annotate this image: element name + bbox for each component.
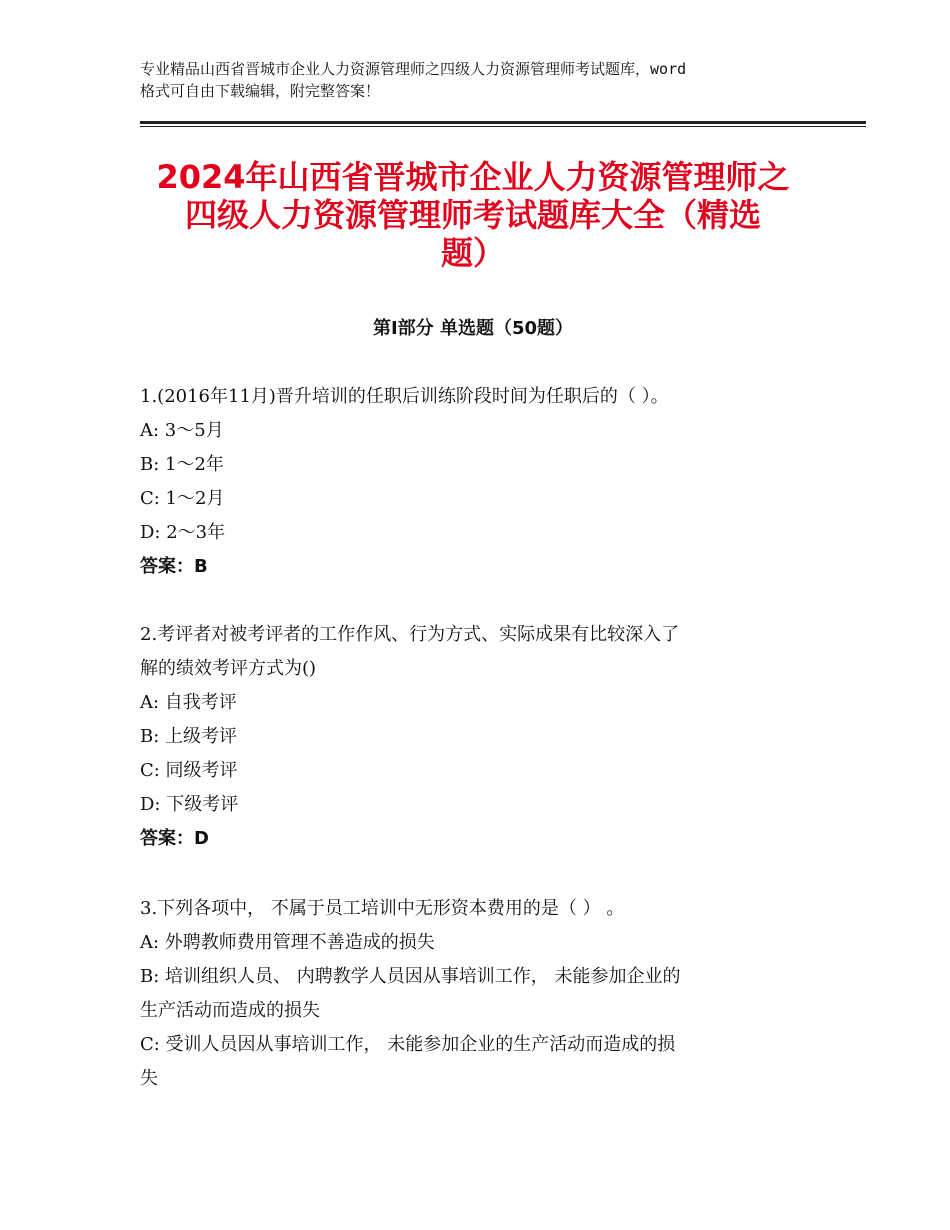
document-title-line-2: 四级人力资源管理师考试题库大全（精选 [184, 196, 761, 234]
section-heading: 第Ⅰ部分 单选题（50题） [372, 318, 573, 339]
question-3-option-a: A: 外聘教师费用管理不善造成的损失 [140, 932, 435, 953]
question-1-option-b: B: 1～2年 [140, 454, 224, 475]
question-1-option-d: D: 2～3年 [140, 522, 226, 543]
question-3 [140, 892, 820, 1096]
question-3-option-c-line-2: 失 [140, 1068, 158, 1089]
header-note [140, 58, 830, 102]
question-1-stem: 1.(2016年11月)晋升培训的任职后训练阶段时间为任职后的（ ）。 [140, 386, 669, 407]
document-title [140, 158, 806, 272]
header-rule-thick [140, 121, 866, 124]
question-2-option-a: A: 自我考评 [140, 692, 237, 713]
question-2-option-b: B: 上级考评 [140, 726, 238, 747]
question-2 [140, 618, 820, 856]
header-note-line-1: 专业精品山西省晋城市企业人力资源管理师之四级人力资源管理师考试题库，word [140, 60, 687, 78]
question-3-option-c-line-1: C: 受训人员因从事培训工作， 未能参加企业的生产活动而造成的损 [140, 1034, 676, 1055]
header-note-line-2: 格式可自由下载编辑，附完整答案！ [140, 82, 381, 100]
document-title-line-1: 2024年山西省晋城市企业人力资源管理师之 [156, 158, 790, 196]
header-rule-thin [140, 126, 866, 127]
question-3-option-b-line-1: B: 培训组织人员、 内聘教学人员因从事培训工作， 未能参加企业的 [140, 966, 681, 987]
question-1-answer: 答案：B [140, 556, 208, 577]
question-2-answer: 答案：D [140, 828, 209, 849]
question-2-option-d: D: 下级考评 [140, 794, 239, 815]
question-2-stem-line-1: 2.考评者对被考评者的工作作风、行为方式、实际成果有比较深入了 [140, 624, 680, 645]
question-3-stem: 3.下列各项中， 不属于员工培训中无形资本费用的是（ ） 。 [140, 898, 625, 919]
question-2-stem-line-2: 解的绩效考评方式为() [140, 658, 317, 679]
question-3-option-b-line-2: 生产活动而造成的损失 [140, 1000, 320, 1021]
document-title-line-3: 题） [440, 234, 505, 272]
question-2-option-c: C: 同级考评 [140, 760, 238, 781]
question-1-option-c: C: 1～2月 [140, 488, 225, 509]
question-1-option-a: A: 3～5月 [140, 420, 224, 441]
question-1 [140, 380, 820, 584]
